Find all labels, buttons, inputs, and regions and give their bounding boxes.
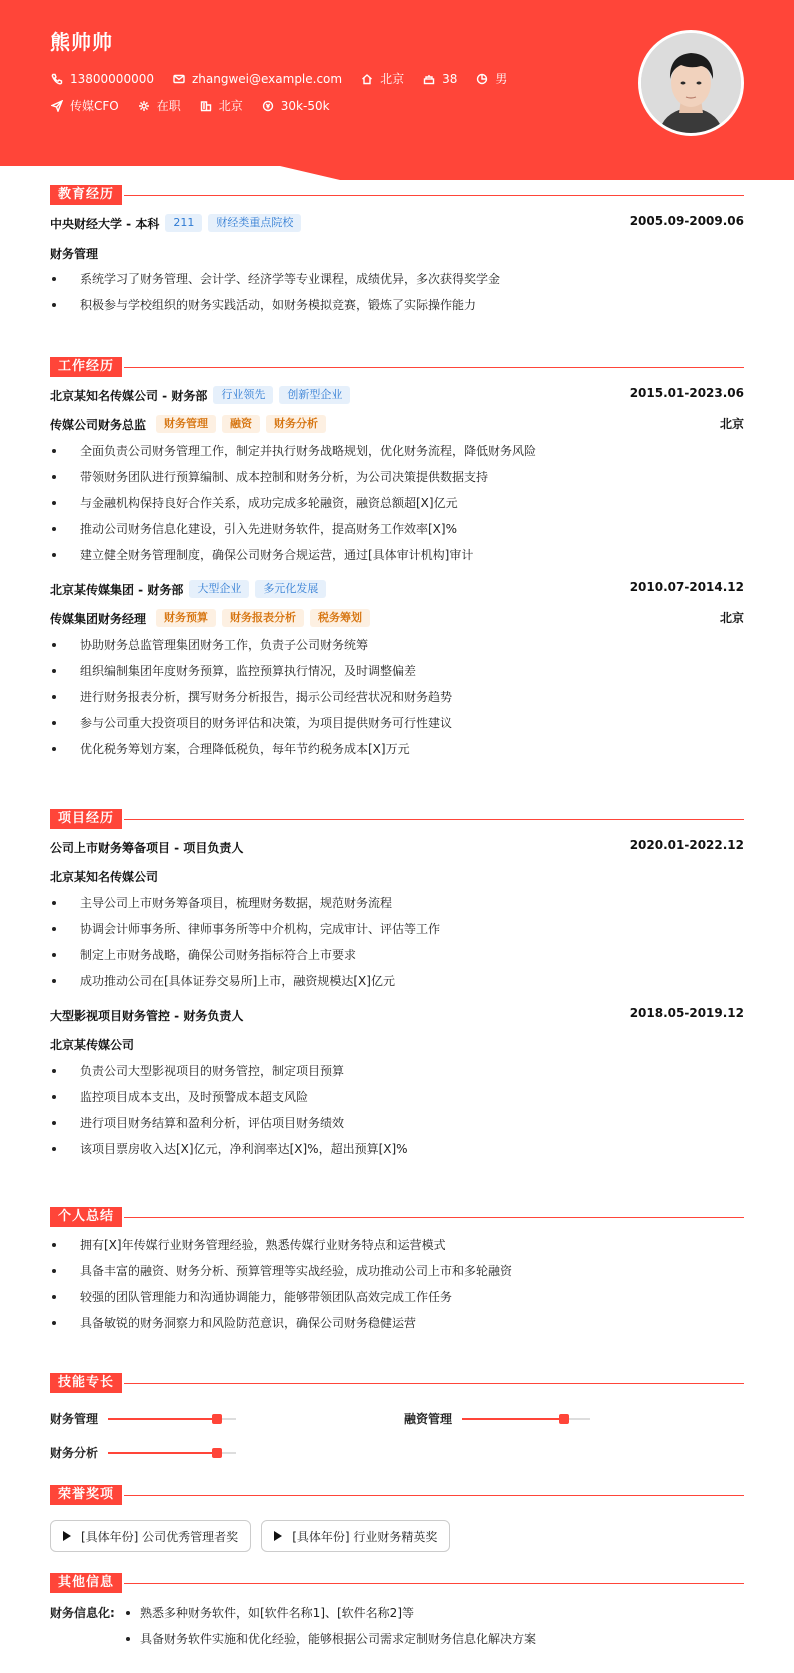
project-bullets xyxy=(50,1058,744,1162)
gender-item xyxy=(475,70,507,87)
city-text: 北京 xyxy=(218,99,243,113)
section-rule xyxy=(124,1495,744,1496)
mail-icon xyxy=(172,72,186,86)
email-item xyxy=(172,72,342,86)
section-rule xyxy=(124,195,744,196)
bullet-dot xyxy=(126,1611,130,1615)
status-text: 在职 xyxy=(156,99,181,113)
age-item xyxy=(422,72,457,86)
list-item: 该项目票房收入达[X]亿元，净利润率达[X]%，超出预算[X]% xyxy=(50,1136,744,1162)
skill-name: 财务管理 xyxy=(50,1412,99,1426)
skills-header xyxy=(50,1372,744,1394)
skill-item xyxy=(50,1410,236,1427)
list-item: 系统学习了财务管理、会计学、经济学等专业课程，成绩优异，多次获得奖学金 xyxy=(50,266,744,292)
section-title: 工作经历 xyxy=(50,357,122,377)
role-name: 传媒集团财务经理 xyxy=(50,611,147,626)
other-label: 财务信息化: xyxy=(50,1606,115,1620)
skill-knob xyxy=(212,1448,222,1458)
send-icon xyxy=(50,99,64,113)
list-item: 主导公司上市财务筹备项目，梳理财务数据，规范财务流程 xyxy=(50,890,744,916)
salary-text: 30k-50k xyxy=(280,98,330,113)
project-org-row xyxy=(50,867,744,885)
other-section xyxy=(50,1572,744,1652)
job-company-row xyxy=(50,580,744,598)
gender-icon xyxy=(475,72,489,86)
role-tag: 融资 xyxy=(222,415,260,433)
major-name: 财务管理 xyxy=(50,246,99,261)
list-item: 建立健全财务管理制度，确保公司财务合规运营，通过[具体审计机构]审计 xyxy=(50,542,744,568)
skills-grid xyxy=(50,1394,744,1464)
list-item: 与金融机构保持良好合作关系，成功完成多轮融资，融资总额超[X]亿元 xyxy=(50,490,744,516)
section-rule xyxy=(124,1217,744,1218)
list-item: 组织编制集团年度财务预算，监控预算执行情况，及时调整偏差 xyxy=(50,658,744,684)
section-title: 荣誉奖项 xyxy=(50,1485,122,1505)
list-item: 具备敏锐的财务洞察力和风险防范意识，确保公司财务稳健运营 xyxy=(50,1310,744,1336)
honors-section xyxy=(50,1484,744,1552)
coin-icon xyxy=(261,99,275,113)
list-item: 较强的团队管理能力和沟通协调能力，能够带领团队高效完成工作任务 xyxy=(50,1284,744,1310)
phone-icon xyxy=(50,72,64,86)
honors-header xyxy=(50,1484,744,1506)
other-text: 具备财务软件实施和优化经验，能够根据公司需求定制财务信息化解决方案 xyxy=(140,1632,537,1646)
section-title: 技能专长 xyxy=(50,1373,122,1393)
list-item: 监控项目成本支出，及时预警成本超支风险 xyxy=(50,1084,744,1110)
education-header xyxy=(50,184,744,206)
list-item: 拥有[X]年传媒行业财务管理经验，熟悉传媒行业财务特点和运营模式 xyxy=(50,1232,744,1258)
role-tag: 财务管理 xyxy=(156,415,216,433)
list-item: 具备丰富的融资、财务分析、预算管理等实战经验，成功推动公司上市和多轮融资 xyxy=(50,1258,744,1284)
skill-fill xyxy=(108,1418,217,1420)
project-org: 北京某知名传媒公司 xyxy=(50,869,159,884)
education-date: 2005.09-2009.06 xyxy=(629,214,744,228)
list-item: 参与公司重大投资项目的财务评估和决策，为项目提供财务可行性建议 xyxy=(50,710,744,736)
other-text: 熟悉多种财务软件，如[软件名称1]、[软件名称2]等 xyxy=(140,1606,414,1620)
work-section xyxy=(50,356,744,762)
summary-section xyxy=(50,1206,744,1336)
education-major-row xyxy=(50,244,744,262)
company-tag: 行业领先 xyxy=(213,386,273,404)
role-name: 传媒公司财务总监 xyxy=(50,417,147,432)
list-item: 优化税务筹划方案，合理降低税负，每年节约税务成本[X]万元 xyxy=(50,736,744,762)
header-banner xyxy=(0,0,794,182)
award-card xyxy=(261,1520,450,1552)
other-row xyxy=(50,1626,744,1652)
projects-header xyxy=(50,808,744,830)
home-text: 北京 xyxy=(380,72,405,86)
skill-item xyxy=(50,1444,236,1461)
projects-section xyxy=(50,808,744,1162)
home-item xyxy=(360,70,404,87)
job-role-row xyxy=(50,609,744,627)
other-row xyxy=(50,1600,744,1626)
skill-name: 财务分析 xyxy=(50,1446,99,1460)
section-title: 其他信息 xyxy=(50,1573,122,1593)
project-title-row xyxy=(50,1006,744,1024)
skill-knob xyxy=(559,1414,569,1424)
portrait-photo-icon xyxy=(641,33,741,133)
skills-section xyxy=(50,1372,744,1464)
salary-item xyxy=(261,99,330,113)
job-role-row xyxy=(50,415,744,433)
candidate-name: 熊帅帅 xyxy=(50,30,113,54)
education-section xyxy=(50,184,744,318)
project-org-row xyxy=(50,1035,744,1053)
work-header xyxy=(50,356,744,378)
job-bullets xyxy=(50,632,744,762)
list-item: 协调会计师事务所、律师事务所等中介机构，完成审计、评估等工作 xyxy=(50,916,744,942)
gender-text: 男 xyxy=(495,72,508,86)
list-item: 带领财务团队进行预算编制、成本控制和财务分析，为公司决策提供数据支持 xyxy=(50,464,744,490)
role-tag: 财务分析 xyxy=(266,415,326,433)
award-text: [具体年份] 公司优秀管理者奖 xyxy=(81,1529,239,1544)
other-content xyxy=(50,1600,744,1652)
award-text: [具体年份] 行业财务精英奖 xyxy=(292,1529,438,1544)
position-item xyxy=(50,97,119,114)
company-tag: 多元化发展 xyxy=(255,580,326,598)
play-icon xyxy=(274,1531,282,1541)
school-tag: 财经类重点院校 xyxy=(208,214,301,232)
list-item: 负责公司大型影视项目的财务管控，制定项目预算 xyxy=(50,1058,744,1084)
list-item: 进行财务报表分析，撰写财务分析报告，揭示公司经营状况和财务趋势 xyxy=(50,684,744,710)
job-date: 2010.07-2014.12 xyxy=(629,580,744,594)
job-location: 北京 xyxy=(719,611,744,625)
project-date: 2018.05-2019.12 xyxy=(629,1006,744,1020)
list-item: 成功推动公司在[具体证券交易所]上市，融资规模达[X]亿元 xyxy=(50,968,744,994)
job-row xyxy=(50,97,348,114)
project-bullets xyxy=(50,890,744,994)
skill-fill xyxy=(462,1418,564,1420)
section-title: 项目经历 xyxy=(50,809,122,829)
school-tag: 211 xyxy=(165,214,202,232)
section-title: 个人总结 xyxy=(50,1207,122,1227)
skill-fill xyxy=(108,1452,217,1454)
age-text: 38 xyxy=(442,71,458,86)
section-rule xyxy=(124,1383,744,1384)
skill-bar xyxy=(108,1452,236,1454)
skill-item xyxy=(404,1410,590,1427)
summary-bullets xyxy=(50,1232,744,1336)
job-bullets xyxy=(50,438,744,568)
project-name: 大型影视项目财务管控 - 财务负责人 xyxy=(50,1008,244,1023)
play-icon xyxy=(63,1531,71,1541)
company-name: 北京某传媒集团 - 财务部 xyxy=(50,582,184,597)
project-date: 2020.01-2022.12 xyxy=(629,838,744,852)
job-date: 2015.01-2023.06 xyxy=(629,386,744,400)
job-location: 北京 xyxy=(719,417,744,431)
building-icon xyxy=(199,99,213,113)
home-icon xyxy=(360,72,374,86)
education-bullets xyxy=(50,266,744,318)
gear-icon xyxy=(137,99,151,113)
skill-bar xyxy=(462,1418,590,1420)
list-item: 积极参与学校组织的财务实践活动，如财务模拟竞赛，锻炼了实际操作能力 xyxy=(50,292,744,318)
company-tag: 创新型企业 xyxy=(279,386,350,404)
list-item: 进行项目财务结算和盈利分析，评估项目财务绩效 xyxy=(50,1110,744,1136)
company-tag: 大型企业 xyxy=(189,580,249,598)
status-item xyxy=(137,97,181,114)
job-company-row xyxy=(50,386,744,404)
list-item: 协助财务总监管理集团财务工作，负责子公司财务统筹 xyxy=(50,632,744,658)
award-card xyxy=(50,1520,251,1552)
project-title-row xyxy=(50,838,744,856)
email-text: zhangwei@example.com xyxy=(191,71,343,86)
list-item: 推动公司财务信息化建设，引入先进财务软件，提高财务工作效率[X]% xyxy=(50,516,744,542)
summary-header xyxy=(50,1206,744,1228)
bullet-dot xyxy=(126,1637,130,1641)
avatar xyxy=(638,30,744,136)
position-text: 传媒CFO xyxy=(70,99,119,113)
role-tag: 财务预算 xyxy=(156,609,216,627)
other-header xyxy=(50,1572,744,1594)
section-rule xyxy=(124,819,744,820)
city-item xyxy=(199,97,243,114)
school-name: 中央财经大学 - 本科 xyxy=(50,216,160,231)
project-org: 北京某传媒公司 xyxy=(50,1037,135,1052)
section-rule xyxy=(124,367,744,368)
phone-item xyxy=(50,72,154,86)
contact-row xyxy=(50,70,525,87)
phone-text: 13800000000 xyxy=(70,71,154,86)
awards-list xyxy=(50,1520,744,1552)
education-school-row xyxy=(50,214,744,232)
skill-name: 融资管理 xyxy=(404,1412,453,1426)
skill-bar xyxy=(108,1418,236,1420)
list-item: 全面负责公司财务管理工作，制定并执行财务战略规划，优化财务流程，降低财务风险 xyxy=(50,438,744,464)
company-name: 北京某知名传媒公司 - 财务部 xyxy=(50,388,208,403)
section-rule xyxy=(124,1583,744,1584)
role-tag: 税务筹划 xyxy=(310,609,370,627)
section-title: 教育经历 xyxy=(50,185,122,205)
cake-icon xyxy=(422,72,436,86)
role-tag: 财务报表分析 xyxy=(222,609,304,627)
skill-knob xyxy=(212,1414,222,1424)
list-item: 制定上市财务战略，确保公司财务指标符合上市要求 xyxy=(50,942,744,968)
project-name: 公司上市财务筹备项目 - 项目负责人 xyxy=(50,840,244,855)
